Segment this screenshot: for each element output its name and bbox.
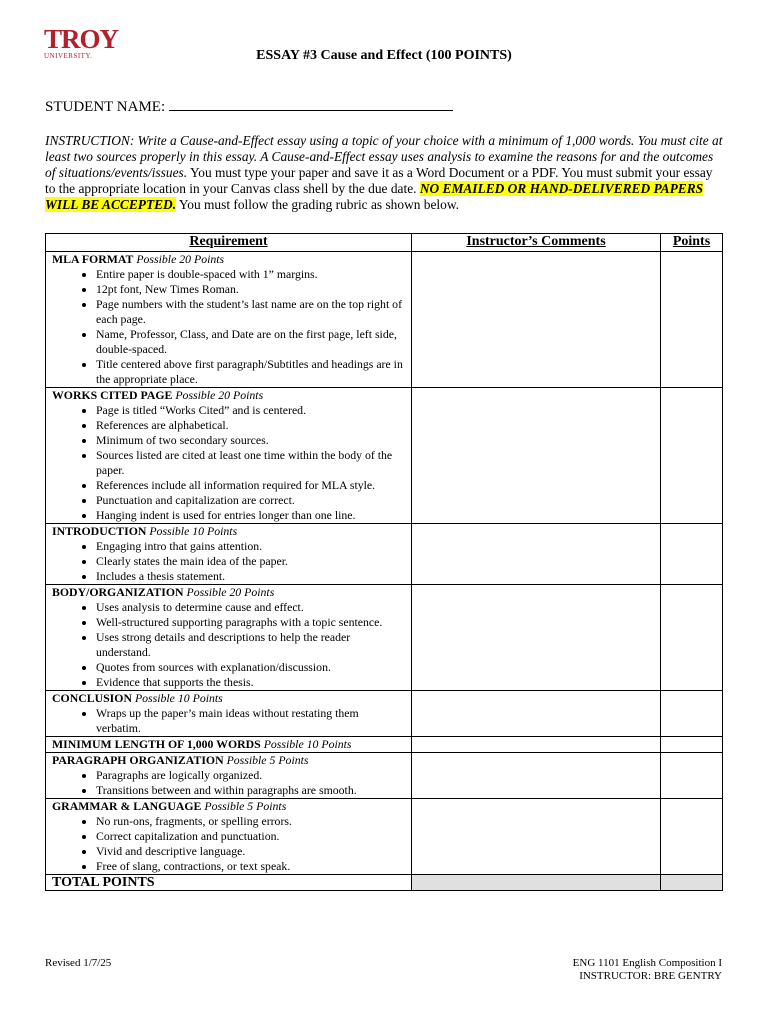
instructions [45, 133, 725, 213]
total-row [46, 875, 723, 891]
section-title: BODY/ORGANIZATION [52, 585, 184, 599]
points-cell [661, 585, 723, 691]
list-item: • Title centered above first paragraph/Subtitles and headings are in the appropriate place. [96, 357, 405, 387]
list-item: • Sources listed are cited at least one time within the body of the paper. [96, 448, 405, 478]
list-item: • Page is titled “Works Cited” and is centered. [96, 403, 405, 418]
section-possible-points: Possible 10 Points [149, 524, 238, 538]
section-title: CONCLUSION [52, 691, 132, 705]
comments-cell [412, 524, 661, 585]
requirement-cell [46, 252, 412, 388]
list-item: • Minimum of two secondary sources. [96, 433, 405, 448]
table-row [46, 799, 723, 875]
section-title: MLA FORMAT [52, 252, 134, 266]
section-title: WORKS CITED PAGE [52, 388, 173, 402]
total-points-cell [661, 875, 723, 891]
section-heading [52, 799, 405, 814]
section-possible-points: Possible 20 Points [136, 252, 225, 266]
comments-cell [412, 585, 661, 691]
list-item: • No run-ons, fragments, or spelling errors. [96, 814, 405, 829]
instructions-part-3: You must follow the grading rubric as shown below. [176, 197, 459, 212]
points-cell [661, 799, 723, 875]
list-item: • References are alphabetical. [96, 418, 405, 433]
list-item: • Includes a thesis statement. [96, 569, 405, 584]
table-row [46, 737, 723, 753]
points-cell [661, 691, 723, 737]
header-points: Points [661, 234, 723, 252]
list-item: • Correct capitalization and punctuation. [96, 829, 405, 844]
requirement-cell [46, 585, 412, 691]
student-name-blank [169, 96, 453, 111]
requirement-cell [46, 737, 412, 753]
list-item: • Name, Professor, Class, and Date are on the first page, left side, double-spaced. [96, 327, 405, 357]
list-item: • Wraps up the paper’s main ideas without restating them verbatim. [96, 706, 405, 736]
points-cell [661, 524, 723, 585]
footer-instructor: INSTRUCTOR: BRE GENTRY [579, 970, 722, 982]
rubric-body [46, 252, 723, 891]
student-name-label: STUDENT NAME: [45, 99, 166, 115]
section-possible-points: Possible 5 Points [226, 753, 309, 767]
section-title: GRAMMAR & LANGUAGE [52, 799, 202, 813]
instructions-part-2: You must type your paper and save it as a Word Document or a PDF. You must submit your essay to the appropriate location in your Canvas class shell by the due date. [45, 165, 713, 196]
total-points-label: TOTAL POINTS [46, 875, 412, 891]
total-comments-cell [412, 875, 661, 891]
list-item: • Uses strong details and descriptions to help the reader understand. [96, 630, 405, 660]
list-item: • Transitions between and within paragraphs are smooth. [96, 783, 405, 798]
logo-subtitle: UNIVERSITY. [44, 52, 93, 60]
instructions-warning: NO EMAILED OR HAND-DELIVERED PAPERS WILL BE ACCEPTED. [45, 181, 704, 212]
criteria-list [52, 600, 405, 690]
points-cell [661, 753, 723, 799]
criteria-list [52, 539, 405, 584]
section-heading [52, 737, 405, 752]
logo-word: TROY [44, 24, 119, 54]
section-possible-points: Possible 20 Points [186, 585, 275, 599]
criteria-list [52, 403, 405, 523]
table-row [46, 252, 723, 388]
list-item: • Quotes from sources with explanation/discussion. [96, 660, 405, 675]
table-row [46, 388, 723, 524]
requirement-cell [46, 753, 412, 799]
criteria-list [52, 267, 405, 387]
section-possible-points: Possible 10 Points [134, 691, 223, 705]
comments-cell [412, 388, 661, 524]
header-requirement: Requirement [46, 234, 412, 252]
section-heading [52, 388, 405, 403]
table-row [46, 691, 723, 737]
table-row [46, 524, 723, 585]
list-item: • Page numbers with the student’s last name are on the top right of each page. [96, 297, 405, 327]
list-item: • Free of slang, contractions, or text speak. [96, 859, 405, 874]
section-possible-points: Possible 5 Points [204, 799, 287, 813]
requirement-cell [46, 388, 412, 524]
section-possible-points: Possible 20 Points [175, 388, 264, 402]
list-item: • Well-structured supporting paragraphs with a topic sentence. [96, 615, 405, 630]
comments-cell [412, 691, 661, 737]
criteria-list [52, 706, 405, 736]
requirement-cell [46, 691, 412, 737]
table-row [46, 753, 723, 799]
comments-cell [412, 799, 661, 875]
section-heading [52, 585, 405, 600]
section-heading [52, 753, 405, 768]
list-item: • Hanging indent is used for entries longer than one line. [96, 508, 405, 523]
list-item: • Vivid and descriptive language. [96, 844, 405, 859]
points-cell [661, 252, 723, 388]
list-item: • Punctuation and capitalization are correct. [96, 493, 405, 508]
section-heading [52, 691, 405, 706]
list-item: • References include all information required for MLA style. [96, 478, 405, 493]
section-possible-points: Possible 10 Points [263, 737, 352, 751]
criteria-list [52, 768, 405, 798]
list-item: • Evidence that supports the thesis. [96, 675, 405, 690]
footer-revised: Revised 1/7/25 [45, 957, 112, 969]
points-cell [661, 388, 723, 524]
comments-cell [412, 737, 661, 753]
requirement-cell [46, 799, 412, 875]
footer-course: ENG 1101 English Composition I [572, 957, 722, 969]
list-item: • Paragraphs are logically organized. [96, 768, 405, 783]
list-item: • Clearly states the main idea of the paper. [96, 554, 405, 569]
list-item: • Entire paper is double-spaced with 1” margins. [96, 267, 405, 282]
table-row [46, 585, 723, 691]
section-heading [52, 252, 405, 267]
section-title: MINIMUM LENGTH OF 1,000 WORDS [52, 737, 261, 751]
section-title: INTRODUCTION [52, 524, 147, 538]
comments-cell [412, 252, 661, 388]
comments-cell [412, 753, 661, 799]
footer-course-info [573, 957, 722, 983]
list-item: • Engaging intro that gains attention. [96, 539, 405, 554]
list-item: • 12pt font, New Times Roman. [96, 282, 405, 297]
criteria-list [52, 814, 405, 874]
list-item: • Uses analysis to determine cause and effect. [96, 600, 405, 615]
section-title: PARAGRAPH ORGANIZATION [52, 753, 224, 767]
page-title: ESSAY #3 Cause and Effect (100 POINTS) [256, 48, 512, 63]
instructions-part-1: INSTRUCTION: Write a Cause-and-Effect essay using a topic of your choice with a minimum of 1,000 words. You must cite at least two sources properly in this essay. A Cause-and-Effect essay uses analysis to examine the reasons for and the outcomes of situations/events/issues. [45, 133, 723, 180]
requirement-cell [46, 524, 412, 585]
header-instructor-comments: Instructor’s Comments [412, 234, 661, 252]
grading-rubric-table [45, 233, 723, 891]
points-cell [661, 737, 723, 753]
section-heading [52, 524, 405, 539]
student-name-field [45, 96, 453, 116]
